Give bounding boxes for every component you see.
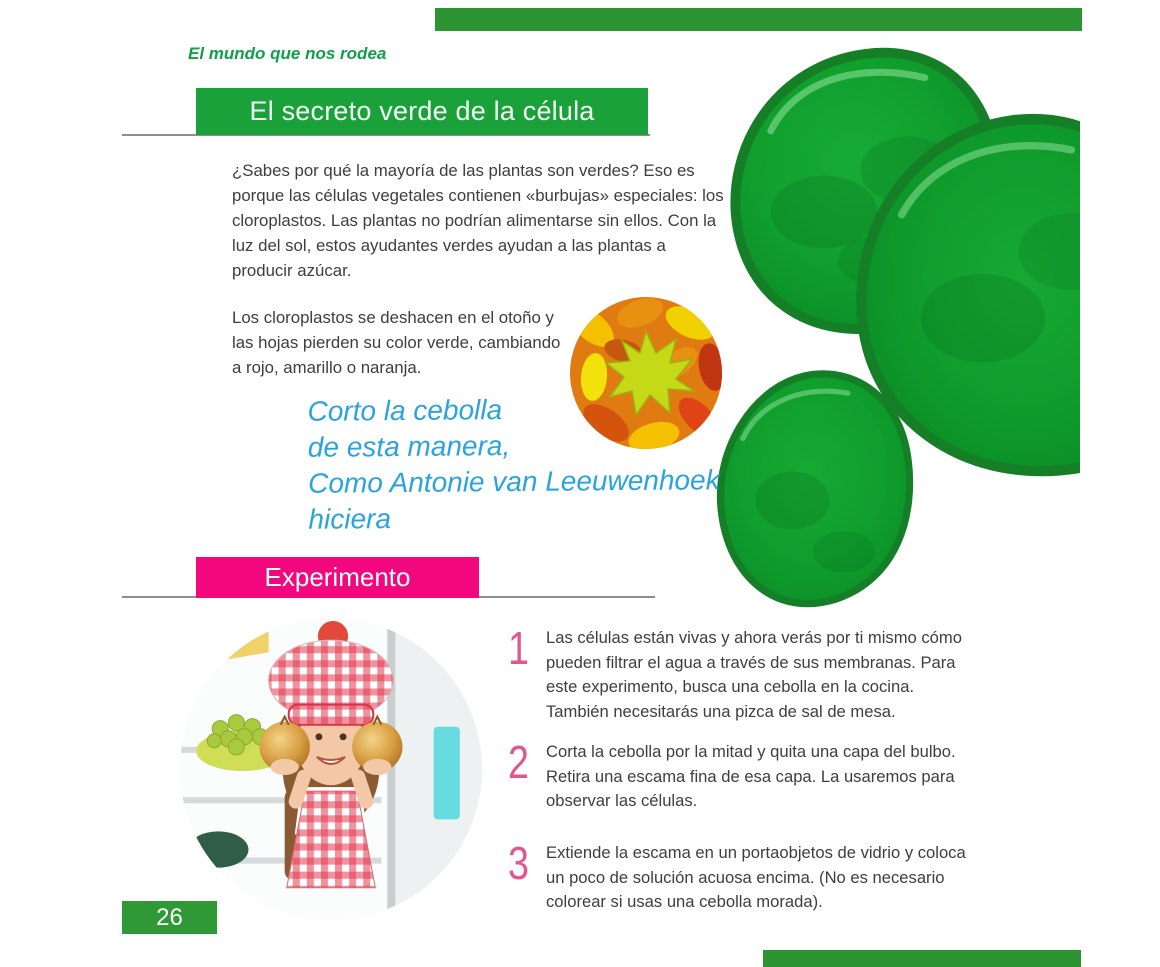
girl-with-onions-photo <box>180 618 482 920</box>
intro-paragraph-1: ¿Sabes por qué la mayoría de las plantas son verdes? Eso es porque las células vegetales contienen «burbujas» especiales: los cloroplastos. Las plantas no podrían alimentarse sin ellos. Con la luz del sol, estos ayudantes verdes ayudan a las plantas a producir azúcar. <box>232 161 724 280</box>
step-number: 2 <box>508 736 529 788</box>
step-number: 1 <box>508 622 529 674</box>
step-number: 3 <box>508 837 529 889</box>
section-title-text: El secreto verde de la célula <box>249 96 595 126</box>
series-title: El mundo que nos rodea <box>188 44 387 63</box>
page-number-box <box>122 901 217 934</box>
section-title-banner <box>196 88 648 135</box>
experiment-heading-text: Experimento <box>264 562 411 592</box>
handwritten-line: hiciera <box>308 503 392 535</box>
chloroplast-cell-bottom <box>712 366 918 614</box>
page-number: 26 <box>156 903 183 931</box>
handwritten-line: Corto la cebolla <box>307 394 503 427</box>
handwritten-line: Como Antonie van Leeuwenhoek <box>308 464 720 499</box>
experiment-banner <box>196 557 479 598</box>
step-text: Corta la cebolla por la mitad y quita una capa del bulbo. Retira una escama fina de esa capa. La usaremos para observar las células. <box>546 742 956 810</box>
handwritten-note <box>307 390 720 538</box>
step-text: Las células están vivas y ahora verás por ti mismo cómo pueden filtrar el agua a través de sus membranas. Para este experimento, busca una cebolla en la cocina. También necesitarás una pizca de sal de mesa. <box>546 628 962 721</box>
step-text: Extiende la escama en un portaobjetos de vidrio y coloca un poco de solución acuosa encima. (No es necesario colorear si usas una cebolla morada). <box>546 843 966 911</box>
handwritten-line: de esta manera, <box>307 430 511 463</box>
intro-paragraph-2: Los cloroplastos se deshacen en el otoño y las hojas pierden su color verde, cambiando a rojo, amarillo o naranja. <box>232 308 561 377</box>
